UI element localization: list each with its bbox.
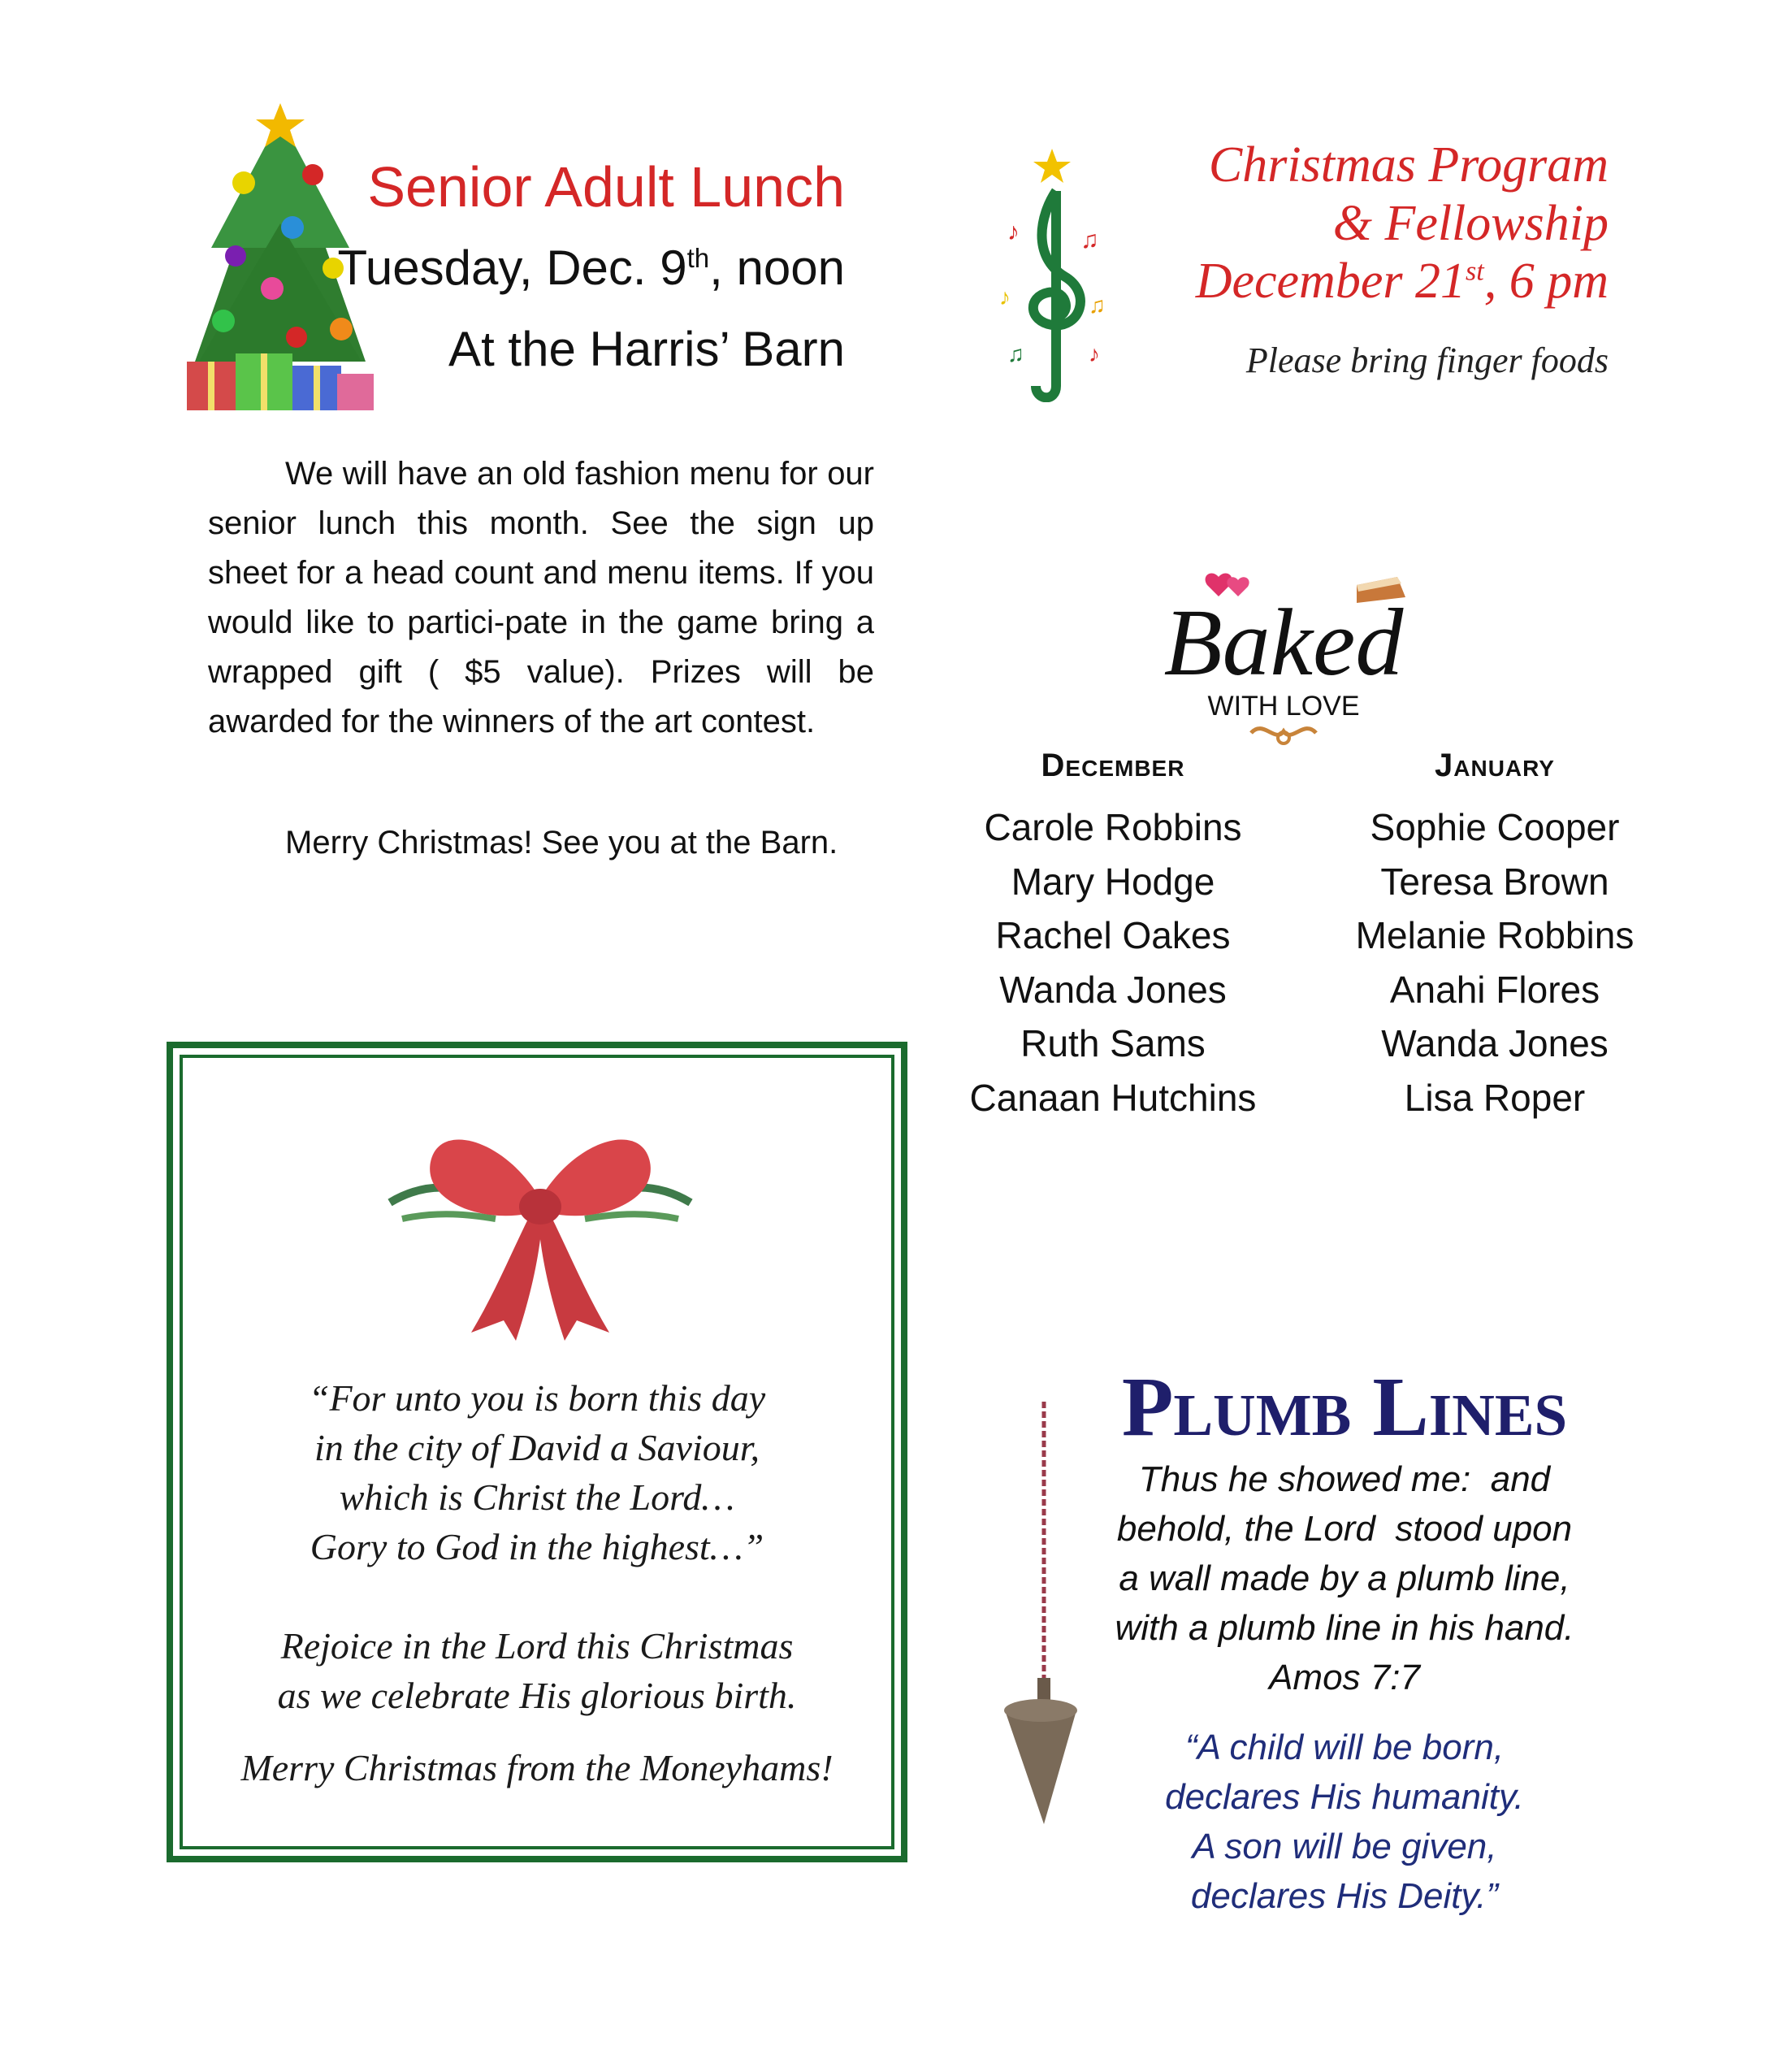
list-item: Ruth Sams: [1020, 1022, 1206, 1064]
list-item: Sophie Cooper: [1370, 806, 1620, 848]
list-item: Wanda Jones: [1381, 1022, 1609, 1064]
baked-logo-script: Baked: [1163, 589, 1404, 696]
list-item: Lisa Roper: [1404, 1076, 1586, 1119]
baked-with-love-logo: [1121, 553, 1446, 764]
program-date-prefix: December 21: [1195, 254, 1466, 309]
lunch-place: At the Harris’ Barn: [448, 322, 845, 376]
program-note: Please bring finger foods: [1245, 340, 1609, 380]
list-item: Anahi Flores: [1389, 968, 1600, 1011]
december-bakers-list: [926, 800, 1300, 1125]
svg-text:♫: ♫: [1080, 227, 1099, 254]
lunch-closing-paragraph: Merry Christmas! See you at the Barn.: [285, 825, 838, 860]
lunch-title: Senior Adult Lunch: [367, 155, 845, 219]
program-date-suffix: , 6 pm: [1483, 254, 1609, 309]
program-date-sup: st: [1465, 256, 1484, 287]
list-item: Teresa Brown: [1380, 860, 1609, 903]
list-item: Wanda Jones: [999, 968, 1227, 1011]
svg-text:♪: ♪: [999, 284, 1011, 310]
list-item: Canaan Hutchins: [969, 1076, 1257, 1119]
svg-text:♫: ♫: [1089, 293, 1106, 318]
december-header: December: [1041, 748, 1185, 783]
program-title-line1: Christmas Program: [1208, 137, 1609, 193]
plumb-quote: “A child will be born, declares His humanity. A son will be given, declares His Deity.”: [1165, 1727, 1524, 1916]
program-date: [1105, 253, 1609, 310]
svg-text:♪: ♪: [1007, 219, 1020, 245]
treble-clef-tree-image: [991, 142, 1113, 402]
list-item: Rachel Oakes: [995, 914, 1231, 956]
list-item: Carole Robbins: [984, 806, 1242, 848]
program-title-line2: & Fellowship: [1332, 196, 1609, 251]
svg-text:♪: ♪: [1089, 341, 1100, 366]
lunch-date-prefix: Tuesday, Dec. 9: [337, 241, 687, 295]
card-rejoice: Rejoice in the Lord this Christmas as we celebrate His glorious birth.: [277, 1625, 797, 1716]
january-header: January: [1435, 748, 1555, 783]
list-item: Melanie Robbins: [1355, 914, 1635, 956]
card-verse: “For unto you is born this day in the city of David a Saviour, which is Christ the Lord… Gory to God in the highest…”: [308, 1377, 766, 1567]
svg-text:♫: ♫: [1007, 341, 1024, 366]
red-bow-image: [382, 1089, 699, 1349]
lunch-body-paragraph: We will have an old fashion menu for our senior lunch this month. See the sign up sheet for a head count and menu items. If you would like to partici-pate in the game bring a wrapped gift ( $5 value). Prizes will be awarded for the winners of the art contest.: [208, 456, 874, 739]
january-bakers-list: [1308, 800, 1682, 1125]
plumb-bob-image: [995, 1402, 1085, 1840]
baked-logo-sub: WITH LOVE: [1207, 691, 1360, 722]
lunch-date-suffix: , noon: [709, 241, 845, 295]
lunch-date-sup: th: [686, 243, 710, 273]
card-merry-christmas: Merry Christmas from the Moneyhams!: [240, 1747, 834, 1788]
lunch-date: [268, 240, 845, 296]
plumb-lines-title: Plumb Lines: [1121, 1360, 1568, 1454]
list-item: Mary Hodge: [1011, 860, 1215, 903]
plumb-scripture: Thus he showed me: and behold, the Lord stood upon a wall made by a plumb line, with a plumb line in his hand. Amos 7:7: [1115, 1459, 1574, 1697]
